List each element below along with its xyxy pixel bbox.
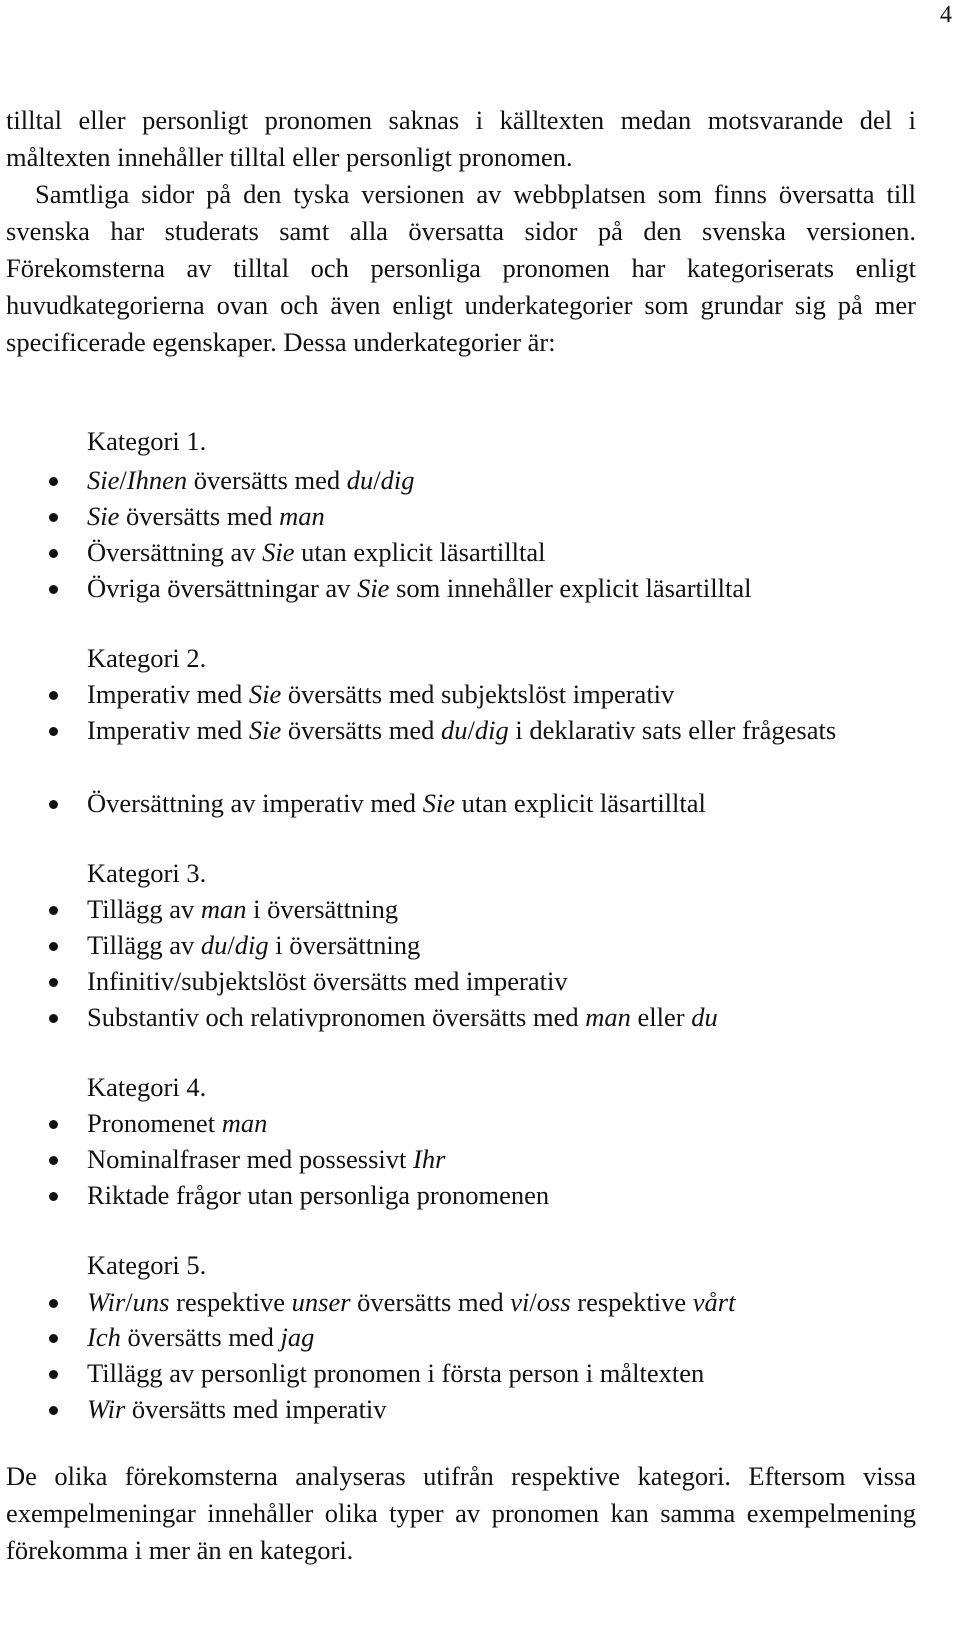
bullet-dot-icon	[49, 1156, 58, 1165]
category-1-item-4: Övriga översättningar av Sie som innehåller explicit läsartilltal	[0, 570, 916, 607]
bullet-dot-icon	[49, 1299, 58, 1308]
bullet-dot-icon	[49, 727, 58, 736]
category-3-item-3: Infinitiv/subjektslöst översätts med imperativ	[0, 963, 916, 1000]
bullet-dot-icon	[49, 978, 58, 987]
category-1-item-2: Sie översätts med man	[0, 498, 916, 535]
bullet-dot-icon	[49, 906, 58, 915]
category-2-heading: Kategori 2.	[87, 643, 207, 673]
category-2-item-1: Imperativ med Sie översätts med subjektslöst imperativ	[0, 676, 916, 713]
category-1-heading: Kategori 1.	[87, 426, 207, 456]
category-4-item-3: Riktade frågor utan personliga pronomenen	[0, 1177, 916, 1214]
bullet-dot-icon	[49, 549, 58, 558]
page-number: 4	[940, 2, 952, 28]
bullet-dot-icon	[49, 1370, 58, 1379]
category-4-item-1: Pronomenet man	[0, 1105, 916, 1142]
bullet-dot-icon	[49, 800, 58, 809]
intro-line-2: Samtliga sidor på den tyska versionen av webbplatsen som finns översatta till svenska har studerats samt alla översatta sidor på den svenska versionen. Förekomsterna av tilltal och personliga pronomen har kategoriserats enligt huvudkategorierna ovan och även enligt underkategorier som grundar sig på mer specificerade egenskaper. Dessa underkategorier är:	[6, 179, 916, 357]
bullet-dot-icon	[49, 1120, 58, 1129]
category-3-item-1: Tillägg av man i översättning	[0, 891, 916, 928]
category-1-item-3: Översättning av Sie utan explicit läsartilltal	[0, 534, 916, 571]
category-2-item-2: Imperativ med Sie översätts med du/dig i deklarativ sats eller frågesats	[0, 712, 916, 749]
bullet-dot-icon	[49, 477, 58, 486]
bullet-dot-icon	[49, 585, 58, 594]
category-4-item-2: Nominalfraser med possessivt Ihr	[0, 1141, 916, 1178]
category-5-item-1: Wir/uns respektive unser översätts med vi/oss respektive vårt	[0, 1284, 916, 1321]
intro-line-1: tilltal eller personligt pronomen saknas i källtexten medan motsvarande del i måltexten innehåller tilltal eller personligt pronomen.	[6, 105, 916, 172]
category-3-heading: Kategori 3.	[87, 858, 207, 888]
category-5-item-3: Tillägg av personligt pronomen i första person i måltexten	[0, 1355, 916, 1392]
category-5-item-2: Ich översätts med jag	[0, 1319, 916, 1356]
category-1-item-1: Sie/Ihnen översätts med du/dig	[0, 462, 916, 499]
intro-paragraph	[6, 102, 916, 361]
bullet-dot-icon	[49, 1192, 58, 1201]
category-4-heading: Kategori 4.	[87, 1072, 207, 1102]
category-5-heading: Kategori 5.	[87, 1250, 207, 1280]
closing-paragraph: De olika förekomsterna analyseras utifrån respektive kategori. Eftersom vissa exempelmeningar innehåller olika typer av pronomen kan samma exempelmening förekomma i mer än en kategori.	[6, 1461, 916, 1565]
category-3-item-2: Tillägg av du/dig i översättning	[0, 927, 916, 964]
bullet-dot-icon	[49, 513, 58, 522]
category-3-item-4: Substantiv och relativpronomen översätts med man eller du	[0, 999, 916, 1036]
bullet-dot-icon	[49, 1334, 58, 1343]
category-2-item-3: Översättning av imperativ med Sie utan explicit läsartilltal	[0, 785, 916, 822]
bullet-dot-icon	[49, 1406, 58, 1415]
category-5-item-4: Wir översätts med imperativ	[0, 1391, 916, 1428]
bullet-dot-icon	[49, 691, 58, 700]
bullet-dot-icon	[49, 1014, 58, 1023]
bullet-dot-icon	[49, 942, 58, 951]
